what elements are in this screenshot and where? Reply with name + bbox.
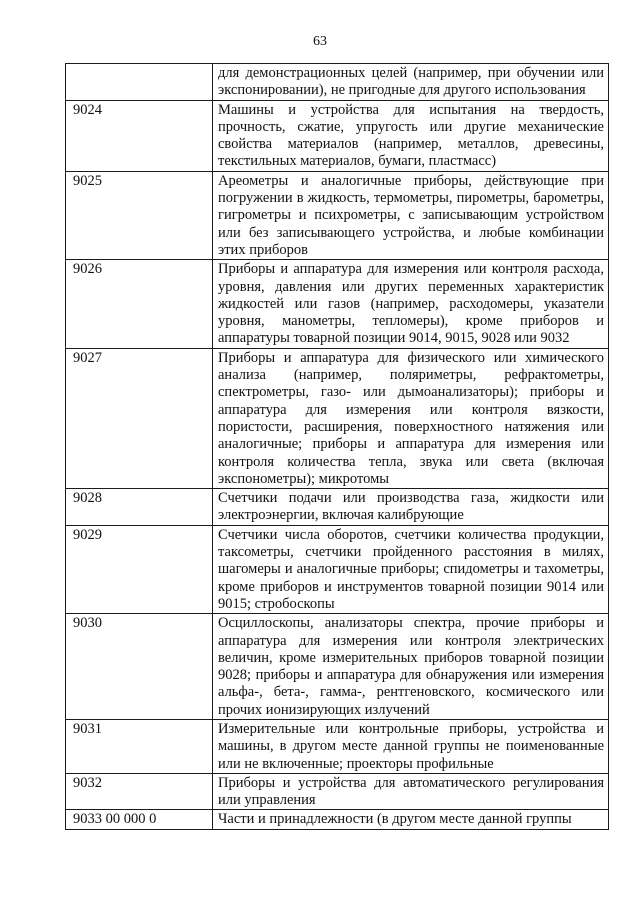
- table-row: [66, 614, 609, 720]
- table-row: [66, 719, 609, 773]
- table-row: [66, 64, 609, 101]
- code-cell: [66, 64, 213, 101]
- description-cell: Осциллоскопы, анализаторы спектра, прочие приборы и аппаратура для измерения или контроля электрических величин, кроме измерительных приборов товарной позиции 9028; приборы и аппаратура для обнаружения или измерения альфа-, бета-, гамма-, рентгеновского, космического или прочих ионизирующих излучений: [213, 614, 609, 720]
- description-cell: Приборы и аппаратура для измерения или контроля расхода, уровня, давления или других переменных характеристик жидкостей или газов (например, расходомеры, указатели уровня, манометры, тепломеры), кроме приборов и аппаратуры товарной позиции 9014, 9015, 9028 или 9032: [213, 260, 609, 348]
- code-cell: 9033 00 000 0: [66, 810, 213, 829]
- code-cell: 9031: [66, 719, 213, 773]
- description-cell: Измерительные или контрольные приборы, устройства и машины, в другом месте данной группы не поименованные или не включенные; проекторы профильные: [213, 719, 609, 773]
- description-cell: для демонстрационных целей (например, при обучении или экспонировании), не пригодные для другого использования: [213, 64, 609, 101]
- code-cell: 9030: [66, 614, 213, 720]
- table-row: [66, 260, 609, 348]
- description-cell: Счетчики подачи или производства газа, жидкости или электроэнергии, включая калибрующие: [213, 489, 609, 526]
- description-cell: Машины и устройства для испытания на твердость, прочность, сжатие, упругость или другие механические свойства материалов (например, металлов, древесины, текстильных материалов, бумаги, пластмасс): [213, 100, 609, 171]
- code-cell: 9025: [66, 171, 213, 259]
- code-cell: 9028: [66, 489, 213, 526]
- nomenclature-table: [65, 63, 609, 830]
- table-row: [66, 525, 609, 613]
- table-row: [66, 489, 609, 526]
- code-cell: 9027: [66, 348, 213, 488]
- description-cell: Части и принадлежности (в другом месте данной группы: [213, 810, 609, 829]
- table-row: [66, 100, 609, 171]
- code-cell: 9024: [66, 100, 213, 171]
- code-cell: 9026: [66, 260, 213, 348]
- code-cell: 9029: [66, 525, 213, 613]
- table-row: [66, 171, 609, 259]
- description-cell: Приборы и аппаратура для физического или химического анализа (например, поляриметры, рефрактометры, спектрометры, газо- или дымоанализаторы); приборы и аппаратура для измерения или контроля вязкости, пористости, расширения, поверхностного натяжения или аналогичные; приборы и аппаратура для измерения или контроля количества тепла, звука или света (включая экспонометры); микротомы: [213, 348, 609, 488]
- description-cell: Счетчики числа оборотов, счетчики количества продукции, таксометры, счетчики пройденного расстояния в милях, шагомеры и аналогичные приборы; спидометры и тахометры, кроме приборов и инструментов товарной позиции 9014 или 9015; стробоскопы: [213, 525, 609, 613]
- code-cell: 9032: [66, 773, 213, 810]
- table-row: [66, 773, 609, 810]
- table-row: [66, 810, 609, 829]
- nomenclature-table-body: [66, 64, 609, 830]
- description-cell: Ареометры и аналогичные приборы, действующие при погружении в жидкость, термометры, пирометры, барометры, гигрометры и психрометры, с записывающим устройством или без записывающего устройства, и любые комбинации этих приборов: [213, 171, 609, 259]
- table-row: [66, 348, 609, 488]
- description-cell: Приборы и устройства для автоматического регулирования или управления: [213, 773, 609, 810]
- page-number: 63: [313, 34, 327, 49]
